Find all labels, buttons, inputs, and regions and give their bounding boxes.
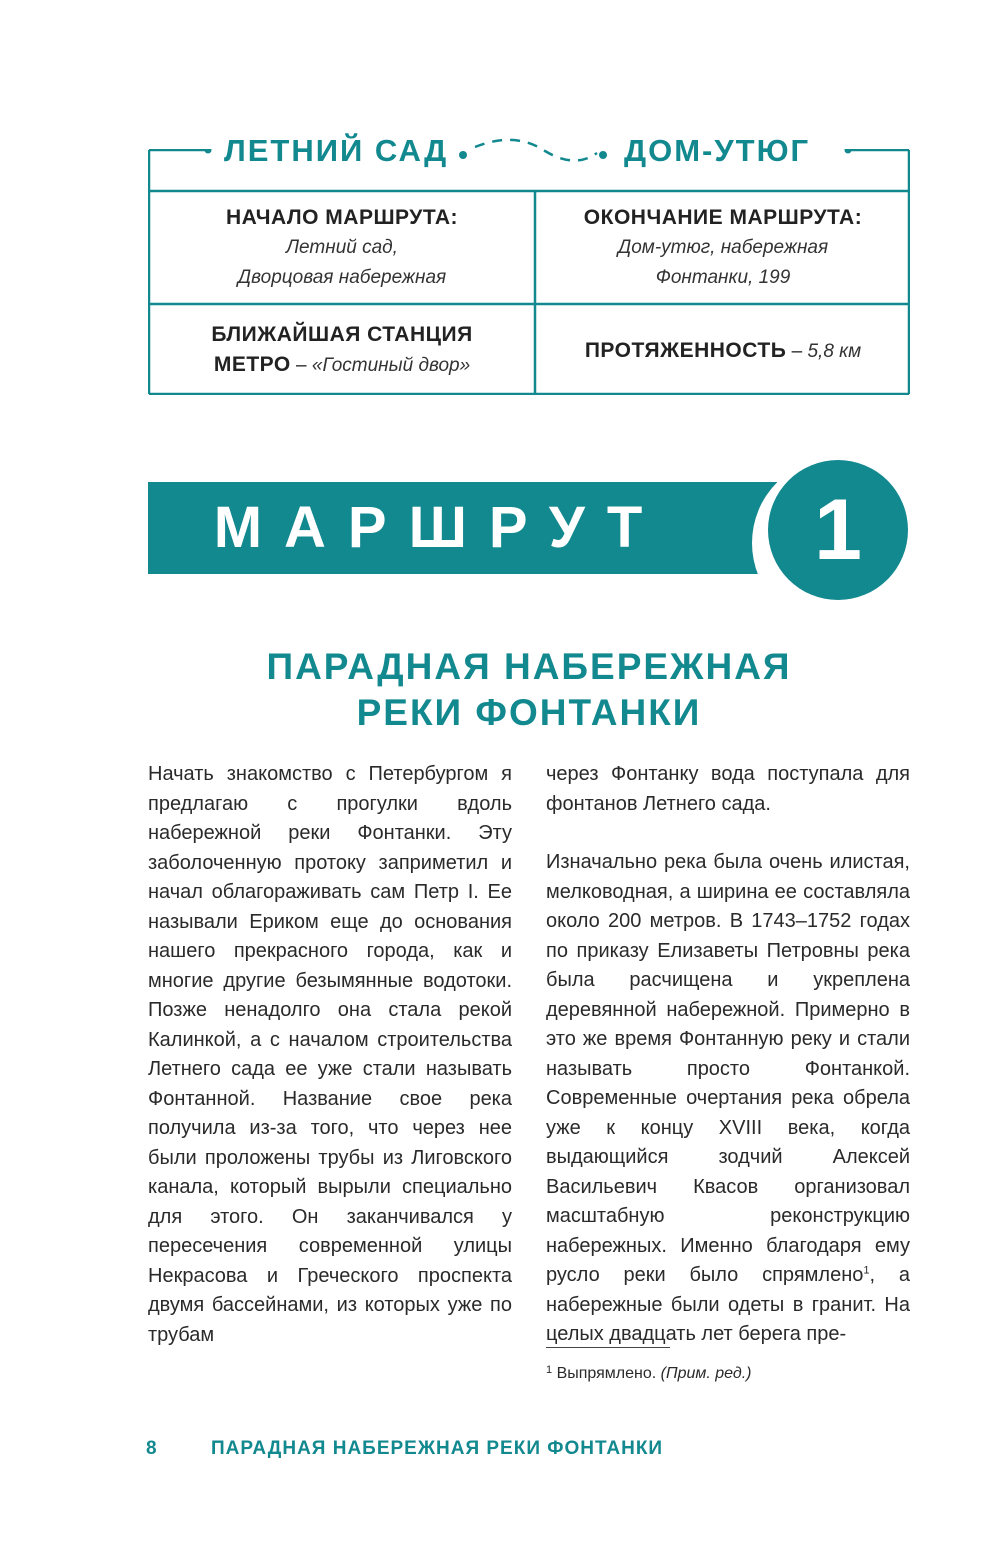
route-start-cell — [150, 203, 534, 293]
page-number: 8 — [146, 1438, 157, 1459]
body-paragraph-text: Изначально река была очень илистая, мелководная, а ширина ее составляла около 200 метров. В 1743–1752 годах по приказу Елизаветы Петровны река была расчищена и укреплена деревянной набережной. Примерно в это же время Фонтанную реку и стали называть просто Фонтанкой. Современные очертания река обрела уже к концу XVIII века, когда выдающийся зодчий Алексей Васильевич Квасов организовал масштабную реконструкцию набережных. Именно благодаря ему русло реки было спрямлено — [546, 851, 910, 1286]
route-path-decoration — [445, 133, 625, 173]
body-column-right — [546, 760, 910, 1350]
body-paragraph-text: , а набережные были одеты в гранит. На целых двадцать лет берега пре- — [546, 1264, 910, 1345]
route-length-value: 5,8 км — [807, 341, 862, 362]
chapter-title-line2: РЕКИ ФОНТАНКИ — [356, 692, 702, 733]
body-paragraph — [546, 848, 910, 1350]
route-metro-label-line1: БЛИЖАЙШАЯ СТАНЦИЯ — [211, 323, 473, 346]
route-end-value-line1: Дом-утюг, набережная — [617, 237, 829, 258]
route-start-label: НАЧАЛО МАРШРУТА: — [225, 206, 459, 229]
body-column-left — [148, 760, 512, 1350]
route-end-label: ОКОНЧАНИЕ МАРШРУТА: — [583, 206, 863, 229]
route-metro-cell — [150, 320, 534, 381]
footnote-editor-note: (Прим. ред.) — [660, 1365, 752, 1382]
body-paragraph: Начать знакомство с Петербургом я предлагаю с прогулки вдоль набережной реки Фонтанки. Эту заболоченную протоку заприметил и начал облагораживать сам Петр I. Ее называли Ериком еще до основания нашего прекрасного города, как и многие другие безымянные водотоки. Позже ненадолго она стала рекой Калинкой, а с началом строительства Летнего сада ее уже стали называть Фонтанной. Название свое река получила из-за того, что через нее были проложены трубы из Лиговского канала, который вырыли специально для этого. Он заканчивался у пересечения современной улицы Некрасова и Греческого проспекта двумя бассейнами, из которых уже по трубам — [148, 763, 512, 1346]
route-end-cell — [537, 203, 909, 293]
route-start-value-line2: Дворцовая набережная — [237, 267, 447, 288]
route-length-label: ПРОТЯЖЕННОСТЬ — [584, 339, 787, 362]
footnote — [546, 1358, 751, 1386]
route-start-heading: ЛЕТНИЙ САД — [218, 131, 454, 171]
route-metro-dash: – — [290, 355, 312, 376]
route-number-badge: 1 — [768, 460, 908, 600]
footnote-text: Выпрямлено. — [552, 1365, 661, 1382]
body-paragraph: через Фонтанку вода поступала для фонтанов Летнего сада. — [546, 763, 910, 815]
footnote-mark: 1 — [546, 1364, 553, 1376]
footnote-divider — [546, 1347, 670, 1348]
route-metro-label-line2: МЕТРО — [213, 353, 291, 376]
route-length-dash: – — [786, 341, 808, 362]
route-start-value-line1: Летний сад, — [286, 237, 398, 258]
footnote-reference[interactable]: 1 — [863, 1264, 870, 1277]
route-banner-title: МАРШРУТ — [213, 495, 665, 560]
route-end-value-line2: Фонтанки, 199 — [655, 267, 791, 288]
running-title: ПАРАДНАЯ НАБЕРЕЖНАЯ РЕКИ ФОНТАНКИ — [211, 1438, 664, 1459]
route-metro-value: «Гостиный двор» — [311, 355, 471, 376]
route-end-heading: ДОМ-УТЮГ — [618, 131, 816, 171]
route-length-cell — [537, 336, 909, 367]
chapter-title-line1: ПАРАДНАЯ НАБЕРЕЖНАЯ — [266, 646, 792, 687]
chapter-title — [148, 644, 910, 736]
